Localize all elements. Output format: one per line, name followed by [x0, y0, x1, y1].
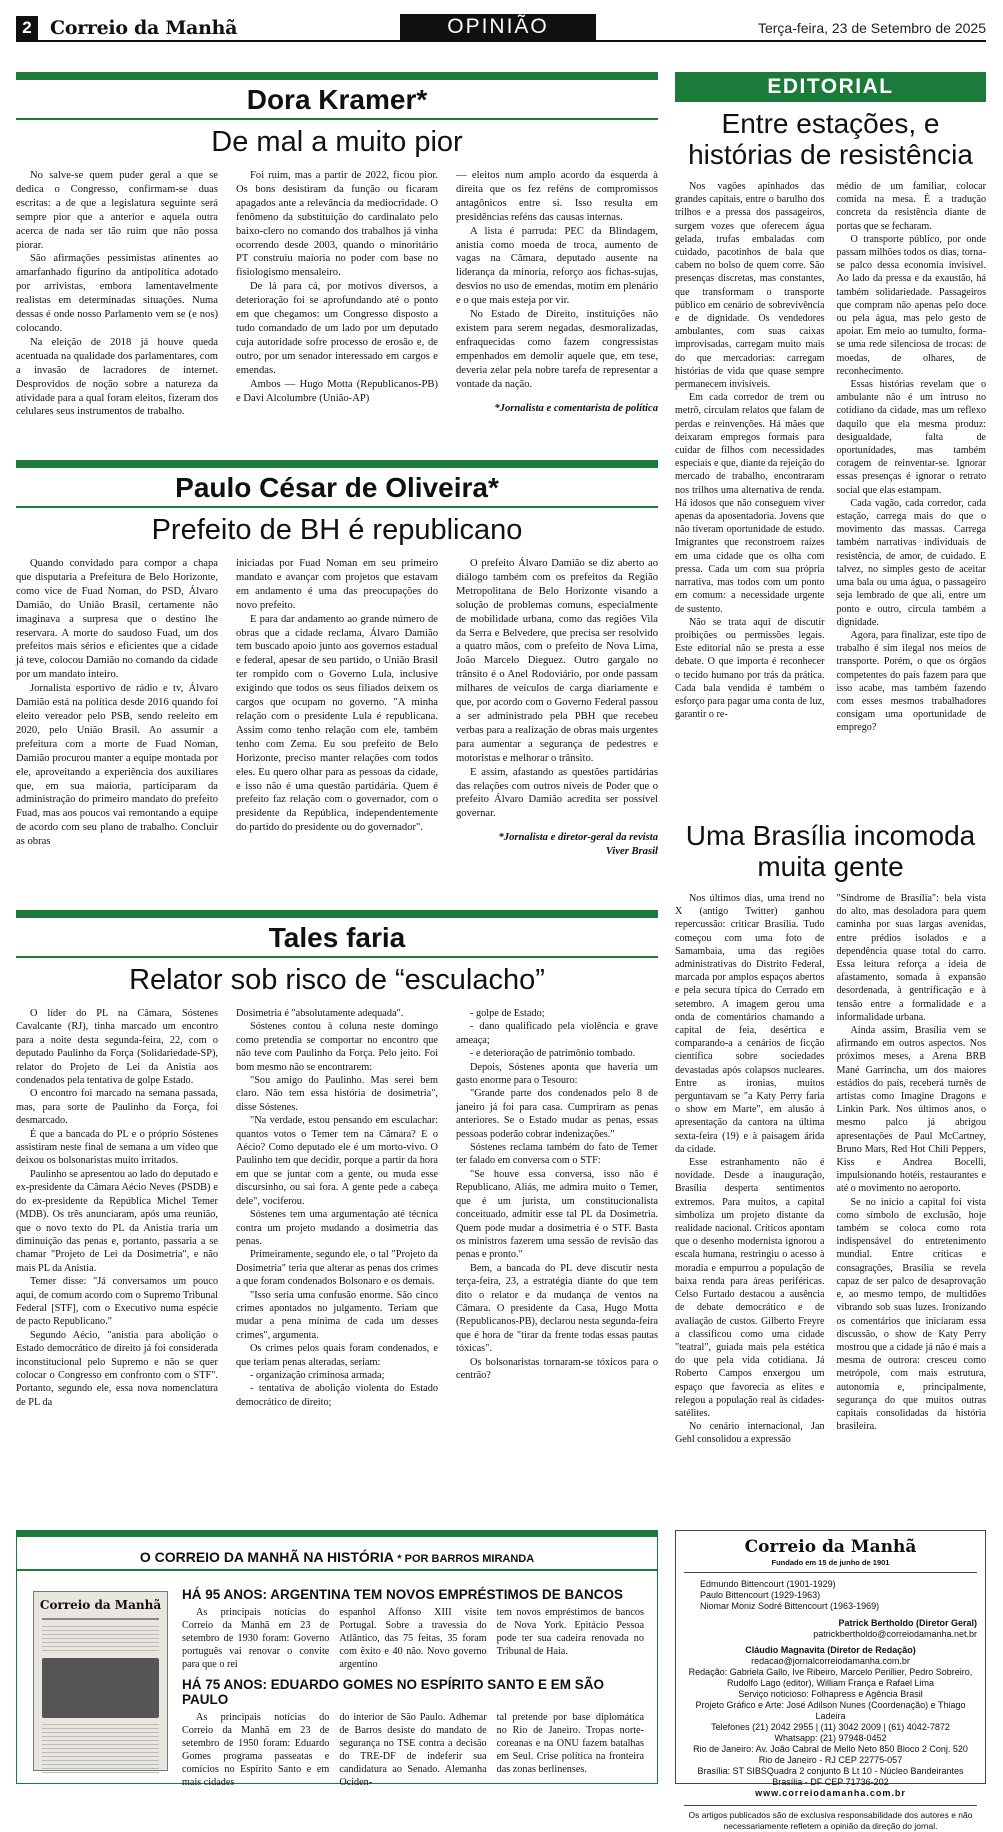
article-body	[16, 169, 658, 419]
history-text	[182, 1711, 644, 1789]
text-column	[339, 1606, 486, 1671]
paragraph: "Se houve essa conversa, isso não é Republicano. Aliás, me admira muito o Temer, que é um jurista, um constitucionalista conceituado, admitir esse tal PL da Dosimetria. Quem pode mudar a dosimetria é o STF. Basta os ministros fazerem uma sessão de revisão das penas e pronto."	[456, 1168, 658, 1261]
staff-line: Telefones (21) 2042 2955 | (11) 3042 2009 | (61) 4042-7872	[711, 1722, 950, 1732]
staff-line: Brasília: ST SIBSQuadra 2 conjunto B Lt 10 - Núcleo Bandeirantes	[697, 1766, 964, 1776]
staff-line: Rudolfo Lago (editor), William França e Rafael Lima	[726, 1678, 935, 1688]
disclaimer: Os artigos publicados são de exclusiva responsabilidade dos autores e não necessariamente refletem a opinião da direção do jornal.	[684, 1805, 977, 1832]
editorial	[675, 72, 986, 735]
paragraph: - golpe de Estado;	[470, 1008, 545, 1019]
paragraph: E para dar andamento ao grande número de obras que a cidade reclama, Álvaro Damião tem buscado apoio junto aos governos estadual e federal, apesar de seu partido, o União Brasil ter rompido com o Governo Lula, inclusive exigindo que todos os seus filiados deixem os cargos que ocupam no governo. "A minha relação com o presidente Lula é republicana. Assim como tenho relação com ele, também tenho com Zema. Eu sou prefeito de Belo Horizonte, preciso manter relações com todos eles. Eu quero olhar para as pessoas da cidade, e isso não é uma questão partidária. Quem é prefeito faz relação com o governador, com o presidente da República, independentemente do partido do presidente ou do governador".	[236, 613, 438, 834]
staff-line: Whatsapp: (21) 97948-0452	[774, 1733, 887, 1743]
paragraph: Primeiramente, segundo ele, o tal "Projeto da Dosimetria" teria que alterar as penas dos crimes a que foram condenados Bolsonaro e os demais.	[236, 1249, 438, 1288]
founder: Paulo Bittencourt (1929-1963)	[700, 1590, 821, 1600]
paragraph: "Isso seria uma confusão enorme. São cinco crimes apontados no julgamento. Teriam que mudar a pena mínima de cada um desses crimes", argumenta.	[236, 1289, 438, 1341]
paragraph: Bem, a bancada do PL deve discutir nesta terça-feira, 23, a estratégia diante do que tem dito o relator e da mudança de ventos na Câmara. O presidente da Casa, Hugo Motta (Republicanos-PB), declarou nesta segunda-feira que é hora de "tirar da frente todas essas pautas tóxicas".	[456, 1262, 658, 1355]
paragraph: "Sou amigo do Paulinho. Mas serei bem claro. Não tem essa história de dosimetria", disse Sóstenes.	[236, 1075, 438, 1113]
history-section-title: HÁ 75 ANOS: EDUARDO GOMES NO ESPÍRITO SANTO E EM SÃO PAULO	[182, 1677, 605, 1707]
staff-line: Brasília - DF CEP 71736-202	[772, 1777, 889, 1787]
text-column	[497, 1711, 644, 1789]
paragraph: Sóstenes tem uma argumentação até técnica contra um projeto mudando a dosimetria das penas.	[236, 1209, 438, 1247]
thumb-photo	[42, 1658, 159, 1718]
paragraph: Jornalista esportivo de rádio e tv, Álvaro Damião está na política desde 2016 quando foi eleito vereador pelo PSB, sendo reeleito em 2020, pelo União Brasil. Ao assumir a prefeitura com a morte de Fuad Noman, Damião procurou manter a equipe montada por ele, aproveitando a experiência dos auxiliares que, em sua maioria, participaram da administração do primeiro mandato do prefeito Fuad, mas aos poucos vai remontando a equipe de acordo com seu plano de trabalho. Concluir as obras	[16, 683, 218, 848]
text-column	[236, 1007, 438, 1409]
paragraph: No salve-se quem puder geral a que se dedica o Congresso, confirmam-se duas escritas: a de que a legislatura seguinte será sempre pior que a anterior e aquela outra acerca de nada ser tão ruim que não possa piorar.	[16, 170, 218, 251]
text-column	[182, 1606, 329, 1671]
paragraph: do interior de São Paulo. Adhemar de Barros desiste do mandato de segurança no TSE contra a decisão do TRE-DF de indeferir sua candidatura ao Senado. Alemanha Ociden-	[339, 1712, 487, 1788]
paragraph: Se no início a capital foi vista como símbolo de exclusão, hoje também se coloca como rota indispensável do entretenimento mundial. Entre críticas e consagrações, Brasília se revela capaz de ser palco de desaprovação e, ao mesmo tempo, de multidões vibrando sob suas luzes. Ironizando os comentários que iniciaram essa discussão, o show de Katy Perry mostrou que a cidade já não é mais a mesma de outrora: cresceu como metrópole, com mais estrutura, autonomia e, principalmente, segurança do que muitos outras capitais consolidadas da história brasileira.	[836, 1196, 986, 1433]
editor-block	[684, 1645, 977, 1799]
paragraph: Depois, Sóstenes aponta que haveria um gasto enorme para o Tesouro:	[456, 1061, 658, 1087]
text-column	[16, 169, 218, 419]
dateline: Terça-feira, 23 de Setembro de 2025	[757, 20, 986, 36]
paragraph: "Grande parte dos condenados pelo 8 de janeiro já foi para casa. Cumpriram as penas anteriores. Se o Estado mudar as penas, essas pessoas poderão cobrar indenizações."	[456, 1088, 658, 1140]
paragraph: — eleitos num amplo acordo da esquerda à direita que os fez reféns de compromissos antagônicos entre si. Isso resulta em presidências reféns das causas internas.	[456, 170, 658, 223]
paragraph: Temer disse: "Já conversamos um pouco aqui, de comum acordo com o Supremo Tribunal Federal [STF], com o Executivo numa espécie de pacto Republicano."	[16, 1276, 218, 1328]
paragraph: Na eleição de 2018 já houve queda acentuada na qualidade dos parlamentares, com a invasão de lacradores de internet. Desprovidos de noção sobre a natureza da atividade para a qual foram eleitos, fizeram dos celulares seus instrumentos de trabalho.	[16, 336, 218, 418]
article-body	[675, 892, 986, 1447]
text-column	[837, 892, 987, 1447]
thumb-rule	[42, 1618, 159, 1620]
green-bar	[16, 910, 658, 918]
paragraph: Em cada corredor de trem ou metrô, circulam relatos que falam de perdas e reinvenções. Há mães que deixaram empregos formais para cuidar de filhos com necessidades especiais e que, diante da rejeição do mercado de trabalho, encontraram nos trilhos uma alternativa de renda. Há idosos que não conseguem viver apenas da aposentadoria. Jovens que não tiveram oportunidade de estudo. Imigrantes que reconstroem raízes em uma cidade que os olha com pressa. Cada um com sua própria narrativa, mas todos com um ponto em comum: a necessidade urgente de sustento.	[675, 392, 825, 615]
text-column	[456, 1007, 658, 1409]
paragraph: Quando convidado para compor a chapa que disputaria a Prefeitura de Belo Horizonte, como vice de Fuad Noman, do PSD, Álvaro Damião, do União Brasil, certamente não imaginava a surpresa que o destino lhe reservara. A morte do saudoso Fuad, um dos prefeitos mais sérios e eficientes que a cidade já teve, colocou Damião no comando da cidade por um mandato inteiro.	[16, 558, 218, 681]
text-column	[236, 169, 438, 419]
paragraph: tal pretende por base diplomática no Rio de Janeiro. Tropas norte-coreanas e na ONU fazem batalhas em Seul. Crise política na fronteira das zonas berlinenses.	[496, 1712, 644, 1775]
expediente-box	[675, 1530, 986, 1831]
paragraph: tem novos empréstimos de bancos de Nova York. Epitácio Pessoa pode ter sua cadeira renovada no Tribunal de Haia.	[496, 1607, 644, 1657]
founded-note: Fundado em 15 de junho de 1901	[684, 1557, 977, 1573]
paragraph: - tentativa de abolição violenta do Estado democrático de direito;	[236, 1383, 438, 1408]
paragraph: O líder do PL na Câmara, Sóstenes Cavalcante (RJ), tinha marcado um encontro para a noite desta segunda-feira, 22, com o deputado Paulinho da Força (Solidariedade-SP), relator do Projeto de Lei da Anistia aos condenados pela tentativa de golpe Estado.	[16, 1008, 218, 1087]
author-name: Tales faria	[268, 922, 406, 953]
text-column	[456, 557, 658, 859]
paragraph: "Síndrome de Brasília": bela vista do alto, mas desoladora para quem caminha por suas largas avenidas, entre prédios isolados e a dependência quase total do carro. Essa leitura reforça a ideia de afastamento, somada à expansão desordenada, à gentrificação e à tensão entre a formalidade e a informalidade urbana.	[836, 893, 986, 1023]
paragraph: Foi ruim, mas a partir de 2022, ficou pior. Os bons desistiram da função ou ficaram apagados ante a relevância da mediocridade. O fenômeno da substituição do cardinalato pelo baixo-clero no comando dos trabalhos já vinha ocorrendo desde 2003, quando o minoritário PT construiu maioria no poder com base no fisiologismo mensaleiro.	[236, 170, 438, 279]
paragraph: Cada vagão, cada corredor, cada estação, carrega mais do que o movimento das massas. Carrega também narrativas individuais de resistência, de amor, de cuidado. E talvez, no simples gesto de aceitar uma bala ou uma água, o passageiro seja lembrado de que ali, entre um ponto e outro, circula também a dignidade.	[836, 497, 986, 628]
headline: Prefeito de BH é republicano	[151, 514, 523, 546]
article-body	[675, 180, 986, 735]
column-oliveira	[16, 460, 658, 859]
page-number: 2	[16, 16, 38, 40]
paragraph: São afirmações pessimistas atinentes ao amarfanhado figurino da antipolítica adotado por arrivistas, embora lamentavelmente realistas em determinadas situações. Numa dessas é onde nosso Parlamento vem se (e nos) colocando.	[16, 253, 218, 334]
history-byline: * POR BARROS MIRANDA	[397, 1553, 535, 1565]
paragraph: espanhol Affonso XIII visite Portugal. Sobre a travessia do Atlântico, das 75 feitas, 35 foram com êxito e 40 não. Novo governo argentino	[339, 1607, 487, 1670]
paragraph: Nos últimos dias, uma trend no X (antigo Twitter) ganhou repercussão: criticar Brasília. Tudo começou com uma foto de Samambaia, uma das regiões administrativas do Distrito Federal, marcada por amplos espaços abertos e pela secura típica do Cerrado em setembro. A imagem gerou uma onda de comentários chamando a capital de feia, desértica e comparando-a a cenários de ficção científica sobre sociedades devastadas após colapsos nucleares. Entre as ironias, muitos perguntavam se "a Katy Perry faria o show em Marte", em alusão à apresentação da cantora na última sexta-feira (19) e à paisagem árida da cidade.	[675, 893, 825, 1155]
editorial-title: Entre estações, e histórias de resistência	[688, 108, 973, 170]
director-email[interactable]: patrickbertholdo@correiodamanha.net.br	[813, 1629, 977, 1639]
text-column	[456, 169, 658, 419]
divider	[16, 118, 658, 120]
editor-name: Cláudio Magnavita (Diretor de Redação)	[745, 1645, 916, 1655]
paragraph: As principais notícias do Correio da Manhã em 23 de setembro de 1930 foram: Governo português vai renovar o convite para que o rei	[182, 1607, 330, 1670]
director-name: Patrick Bertholdo (Diretor Geral)	[838, 1618, 977, 1628]
paragraph: Esse estranhamento não é novidade. Desde a inauguração, Brasília desperta sentimentos extremos. Para muitos, a capital simboliza um projeto distante da realidade nacional. Críticos apontam que o desenho modernista ignorou a escala humana, restringiu o acesso à moradia e empurrou a população de baixa renda para áreas periféricas. Celso Furtado destacou a ausência de debate democrático e de avaliação de custos. Gilberto Freyre a classificou como uma cidade "teatral", guiada mais pela estética do que pela vida cotidiana. Já Roberto Campos enxergou um espaço que favorecia as elites e relegou a população real às cidades-satélites.	[675, 1157, 825, 1419]
text-column	[16, 1007, 218, 1409]
paragraph: Não se trata aqui de discutir proibições ou permissões legais. Este editorial não se presta a esse debate. O que importa é reconhecer o tecido humano por trás da prática. Cada bala vendida é também o esforço para pagar uma conta de luz, garantir o re-	[675, 616, 825, 721]
paragraph: Agora, para finalizar, este tipo de trabalho é sim ilegal nos meios de transporte. Porém, o que os órgãos competentes do país fazem para que isso acabe, mas também fazendo com esses mesmos trabalhadores consigam uma oportunidade de emprego?	[836, 629, 986, 734]
thumb-text	[42, 1626, 159, 1654]
article-title: Uma Brasília incomoda muita gente	[685, 820, 976, 882]
paragraph: No Estado de Direito, instituições não existem para serem negadas, desmoralizadas, enfraquecidas como fazem congressistas empenhados em demolir aquele que, em tese, deveria zelar pela nobre tarefa de representar a vontade da nação.	[456, 309, 658, 390]
staff-line: Rio de Janeiro: Av. João Cabral de Mello Neto 850 Bloco 2 Conj. 520	[693, 1744, 968, 1754]
paragraph: Nos vagões apinhados das grandes capitais, entre o barulho dos trilhos e a pressa dos passageiros, surgem vozes que oferecem água gelada, trufas embaladas com cuidado, pacotinhos de bala que cabem no bolso de quem corre. São presenças discretas, mas constantes, que transformam o transporte público em cenário de sobrevivência e de dignidade. Os vendedores ambulantes, com suas caixas improvisadas, carregam muito mais do que mercadorias: carregam histórias de vida que quase sempre permanecem invisíveis.	[675, 181, 825, 391]
text-column	[675, 892, 825, 1447]
text-column	[497, 1606, 644, 1671]
paragraph: O prefeito Álvaro Damião se diz aberto ao diálogo também com os prefeitos da Região Metropolitana de Belo Horizonte visando a solução de problemas comuns, especialmente de mobilidade urbana, como das regiões Vila da Serra e Belvedere, que precisa ser resolvido a quatro mãos, com o prefeito de Nova Lima, João Marcelo Dieguez. Outro gargalo no trânsito é o Anel Rodoviário, por onde passam milhares de veículos de carga diariamente e que, por acordo com o Governo Federal passou a ser administrado pela PBH que recebeu verbas para a realização de obras mais urgentes para aumentar a segurança de pedestres e motoristas e melhorar o trânsito.	[456, 558, 658, 764]
founder: Niomar Moniz Sodré Bittencourt (1963-1969)	[700, 1601, 880, 1611]
text-column	[182, 1711, 329, 1789]
history-section	[182, 1587, 644, 1671]
history-header	[17, 1531, 657, 1571]
paragraph: - e deterioração de patrimônio tombado.	[470, 1048, 636, 1060]
author-signature: Viver Brasil	[605, 846, 658, 858]
paragraph: - organização criminosa armada;	[250, 1369, 385, 1381]
section-label: OPINIÃO	[400, 14, 596, 40]
author-name: Dora Kramer*	[246, 84, 428, 115]
paragraph: Os crimes pelos quais foram condenados, e que teriam penas alteradas, seriam:	[236, 1343, 438, 1368]
staff-line: Redação: Gabriela Gallo, Ive Ribeiro, Marcelo Perillier, Pedro Sobreiro,	[688, 1667, 973, 1677]
paragraph: Ainda assim, Brasília vem se afirmando em outros aspectos. Nos próximos meses, a Arena BRB Mané Garrincha, um dos maiores estádios do país, receberá turnês de artistas como Imagine Dragons e Linkin Park. Nos últimos anos, o mesmo palco já abrigou apresentações de Paul McCartney, Bruno Mars, Red Hot Chili Peppers, Kiss e Andrea Bocelli, impulsionando hotéis, restaurantes e até o movimento no aeroporto.	[836, 1025, 986, 1195]
paragraph: Ambos — Hugo Motta (Republicanos-PB) e Davi Alcolumbre (União-AP)	[236, 378, 438, 404]
editorial-label: EDITORIAL	[675, 72, 986, 102]
founders-list	[684, 1579, 977, 1612]
paragraph: Sóstenes reclama também do fato de Temer ter falado em conversa com o STF:	[456, 1142, 658, 1167]
paragraph: Paulinho se apresentou ao lado do deputado e ex-presidente da Câmara Aécio Neves (PSDB) e do ex-presidente da República Michel Temer (MDB). Os três anunciaram, após uma reunião, que o novo texto do PL da Anistia traria um diminuição das penas e, portanto, passaria a se chamar "Projeto de Lei da Dosimetria", e não mais PL da Anistia.	[16, 1168, 218, 1274]
paragraph: Essas histórias revelam que o ambulante não é um intruso no cotidiano da cidade, mas um reflexo daquilo que ela mesma produz: desigualdade, falta de oportunidades, mas também coragem de reinventar-se. Ignorar essas presenças é ignorar o retrato social que elas estampam.	[836, 379, 986, 496]
staff-line: Projeto Gráfico e Arte: José Adilson Nunes (Coordenação) e Thiago Ladeira	[695, 1700, 966, 1721]
paragraph: De lá para cá, por motivos diversos, a deterioração foi se aprofundando até o ponto em que chegamos: um Congresso disposto a tudo comandado de um lado por um deputado cuja autoridade sofre processo de erosão e, de outro, por um senador interessado em cargos e emendas.	[236, 281, 438, 376]
paragraph: Sóstenes contou à coluna neste domingo como pretendia se comportar no encontro que não teve com Paulinho da Força. Pelo jeito. Foi bom mesmo não se encontrarem:	[236, 1021, 438, 1073]
paragraph: "Na verdade, estou pensando em esculachar: quantos votos o Temer tem na Câmara? E o Aécio? Como deputado ele é um morto-vivo. O Paulinho tem que decidir, porque a partir da hora em que se juntar com a gente, ou muda esse discursinho, ou sai fora. A gente pede a cabeça dele", vociferou.	[236, 1115, 438, 1207]
website-link[interactable]: www.correiodamanha.com.br	[755, 1788, 906, 1798]
editor-email[interactable]: redacao@jornalcorreiodamanha.com.br	[751, 1656, 910, 1666]
paragraph: A lista é parruda: PEC da Blindagem, anistia como moeda de troca, aumento de vagas na Câmara, deputado ausente na liderança da minoria, reforço aos fichas-sujas, desvios no uso de emendas, motim em plenário e o que mais esteja por vir.	[456, 225, 658, 307]
paragraph: O transporte público, por onde passam milhões todos os dias, torna-se palco dessa economia invisível. Ao lado da pressa e da exaustão, há também solidariedade. Passageiros que compram não apenas pelo doce ou pela água, mas pelo gesto de apoiar. Em meio ao tumulto, forma-se uma rede silenciosa de trocas: de moedas, de olhares, de reconhecimento.	[836, 233, 986, 377]
newspaper-thumbnail	[33, 1591, 168, 1771]
masthead[interactable]: Correio da Manhã	[50, 17, 238, 39]
headline: Relator sob risco de “esculacho”	[129, 964, 545, 996]
headline: De mal a muito pior	[211, 126, 463, 158]
column-faria	[16, 910, 658, 1409]
paragraph: É que a bancada do PL e o próprio Sóstenes assistiram neste final de semana a um vídeo que deixou os bolsonaristas muito irritados.	[16, 1128, 218, 1167]
paragraph: Dosimetria é "absolutamente adequada".	[236, 1008, 404, 1019]
founder: Edmundo Bittencourt (1901-1929)	[700, 1579, 836, 1589]
paragraph: - dano qualificado pela violência e grave ameaça;	[456, 1021, 658, 1046]
text-column	[16, 557, 218, 859]
paragraph: médio de um familiar, colocar comida na mesa. É a tradução concreta da resistência diante de portas que se fecharam.	[836, 181, 986, 232]
text-column	[837, 180, 987, 735]
paragraph: Segundo Aécio, "anistia para abolição o Estado democrático de direito já foi considerada inconstitucional pelo Supremo e não se quer colocar o Congresso em confronto com o STF". Portanto, segundo ele, essa nova nomenclatura de PL da	[16, 1329, 218, 1408]
staff-line: Rio de Janeiro - RJ CEP 22775-057	[758, 1755, 903, 1765]
author-name: Paulo César de Oliveira*	[175, 472, 499, 503]
article-brasilia	[675, 820, 986, 1447]
column-kramer	[16, 72, 658, 419]
text-column	[339, 1711, 486, 1789]
divider	[16, 506, 658, 508]
thumb-masthead: Correio da Manhã	[39, 1598, 162, 1612]
page-header	[16, 14, 986, 42]
text-column	[675, 180, 825, 735]
paragraph: Os bolsonaristas tornaram-se tóxicos para o centrão?	[456, 1356, 658, 1381]
staff-line: Serviço noticioso: Folhapress e Agência Brasil	[738, 1689, 923, 1699]
author-signature: *Jornalista e comentarista de política	[494, 402, 658, 414]
article-body	[16, 557, 658, 859]
history-section-title: HÁ 95 ANOS: ARGENTINA TEM NOVOS EMPRÉSTIMOS DE BANCOS	[182, 1587, 624, 1602]
director-block	[684, 1618, 977, 1640]
green-bar	[16, 460, 658, 468]
divider	[16, 956, 658, 958]
history-box	[16, 1530, 658, 1788]
expediente-masthead: Correio da Manhã	[744, 1537, 917, 1557]
history-title: O CORREIO DA MANHÃ NA HISTÓRIA	[139, 1549, 394, 1565]
paragraph: E assim, afastando as questões partidárias das relações com outros níveis de Poder que o prefeito Álvaro Damião acredita ser possível governar.	[456, 766, 658, 820]
paragraph: O encontro foi marcado na semana passada, mas, para sorte de Paulinho da Força, foi desmarcado.	[16, 1088, 218, 1127]
green-bar	[16, 72, 658, 80]
text-column	[236, 557, 438, 859]
author-signature: *Jornalista e diretor-geral da revista	[498, 832, 658, 844]
history-section	[182, 1677, 644, 1789]
paragraph: No cenário internacional, Jan Gehl consolidou a expressão	[675, 1421, 825, 1446]
article-body	[16, 1007, 658, 1409]
thumb-text	[42, 1724, 159, 1774]
paragraph: As principais notícias do Correio da Manhã em 23 de setembro de 1950 foram: Eduardo Gomes programa passeatas e comícios no Espírito Santo e em mais cidades	[182, 1712, 330, 1788]
history-text	[182, 1606, 644, 1671]
paragraph: iniciadas por Fuad Noman em seu primeiro mandato e avançar com projetos que estavam em andamento é uma das preocupações do novo prefeito.	[236, 558, 438, 611]
